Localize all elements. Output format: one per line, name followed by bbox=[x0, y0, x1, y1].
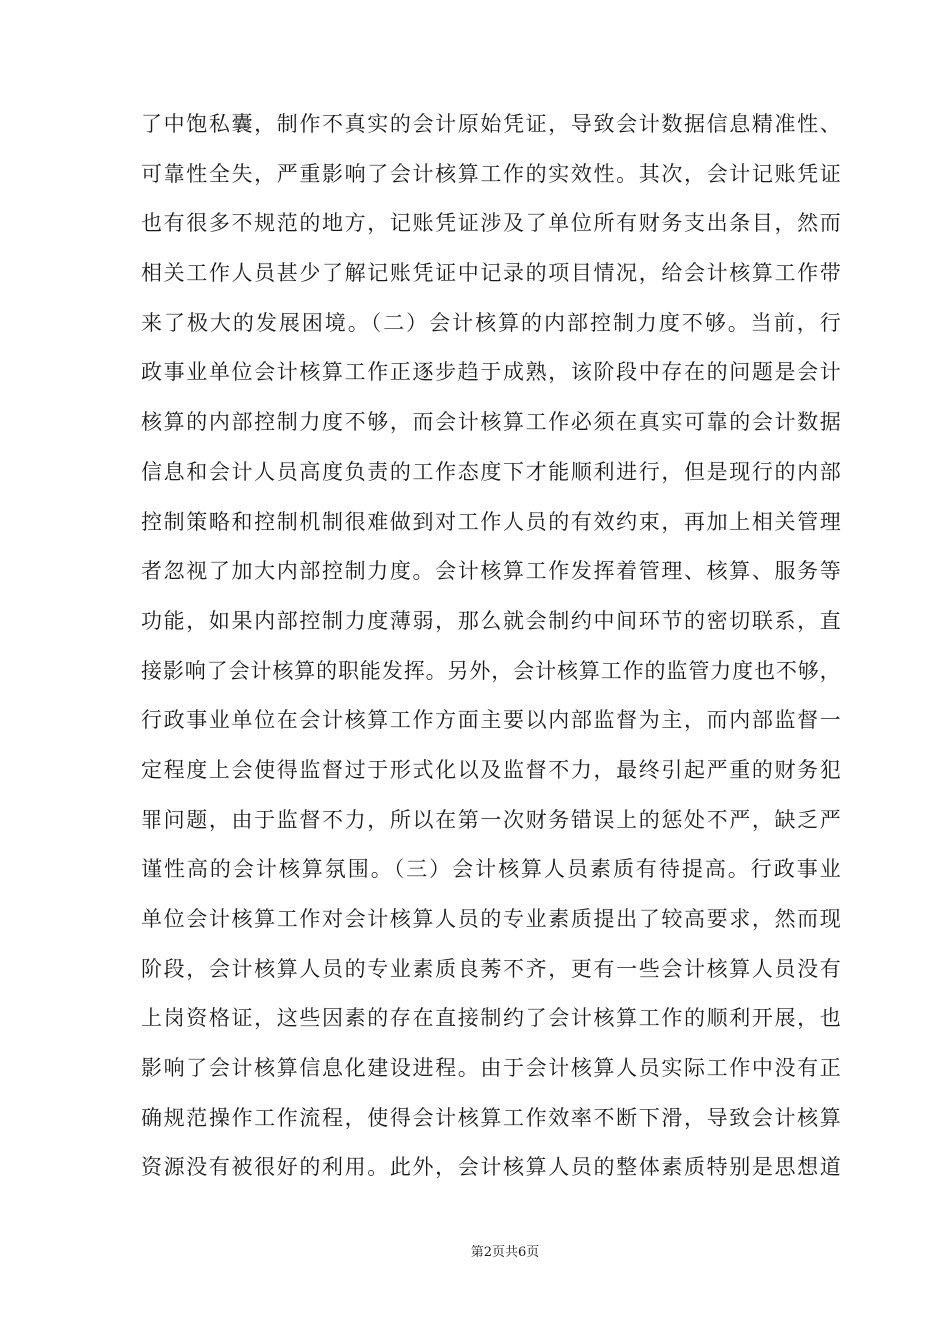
text-line: 确规范操作工作流程，使得会计核算工作效率不断下滑，导致会计核算 bbox=[141, 1105, 841, 1130]
text-line: 行政事业单位在会计核算工作方面主要以内部监督为主，而内部监督一 bbox=[141, 708, 841, 733]
text-line: 阶段，会计核算人员的专业素质良莠不齐，更有一些会计核算人员没有 bbox=[141, 956, 841, 981]
text-line: 可靠性全失，严重影响了会计核算工作的实效性。其次，会计记账凭证 bbox=[141, 161, 841, 186]
text-line: 定程度上会使得监督过于形式化以及监督不力，最终引起严重的财务犯 bbox=[141, 757, 841, 782]
text-line: 接影响了会计核算的职能发挥。另外，会计核算工作的监管力度也不够， bbox=[141, 658, 841, 683]
text-line: 相关工作人员甚少了解记账凭证中记录的项目情况，给会计核算工作带 bbox=[141, 261, 841, 286]
page-footer bbox=[0, 1241, 950, 1260]
text-line: 政事业单位会计核算工作正逐步趋于成熟，该阶段中存在的问题是会计 bbox=[141, 360, 841, 385]
page-number: 第2页共6页 bbox=[470, 1245, 540, 1260]
text-line: 上岗资格证，这些因素的存在直接制约了会计核算工作的顺利开展，也 bbox=[141, 1006, 841, 1031]
text-line: 功能，如果内部控制力度薄弱，那么就会制约中间环节的密切联系，直 bbox=[141, 608, 841, 633]
text-line: 资源没有被很好的利用。此外，会计核算人员的整体素质特别是思想道 bbox=[141, 1155, 841, 1180]
text-line: 信息和会计人员高度负责的工作态度下才能顺利进行，但是现行的内部 bbox=[141, 459, 841, 484]
text-line: 罪问题，由于监督不力，所以在第一次财务错误上的惩处不严，缺乏严 bbox=[141, 807, 841, 832]
text-line: 影响了会计核算信息化建设进程。由于会计核算人员实际工作中没有正 bbox=[141, 1056, 841, 1081]
text-line: 也有很多不规范的地方，记账凭证涉及了单位所有财务支出条目，然而 bbox=[141, 211, 841, 236]
text-line: 者忽视了加大内部控制力度。会计核算工作发挥着管理、核算、服务等 bbox=[141, 559, 841, 584]
text-line: 来了极大的发展困境。（二）会计核算的内部控制力度不够。当前，行 bbox=[141, 310, 841, 335]
text-line: 核算的内部控制力度不够，而会计核算工作必须在真实可靠的会计数据 bbox=[141, 410, 841, 435]
text-line: 控制策略和控制机制很难做到对工作人员的有效约束，再加上相关管理 bbox=[141, 509, 841, 534]
text-line: 了中饱私囊，制作不真实的会计原始凭证，导致会计数据信息精准性、 bbox=[141, 112, 841, 136]
text-line: 单位会计核算工作对会计核算人员的专业素质提出了较高要求，然而现 bbox=[141, 907, 841, 931]
body-text bbox=[141, 100, 841, 1193]
text-line: 谨性高的会计核算氛围。（三）会计核算人员素质有待提高。行政事业 bbox=[141, 857, 841, 882]
